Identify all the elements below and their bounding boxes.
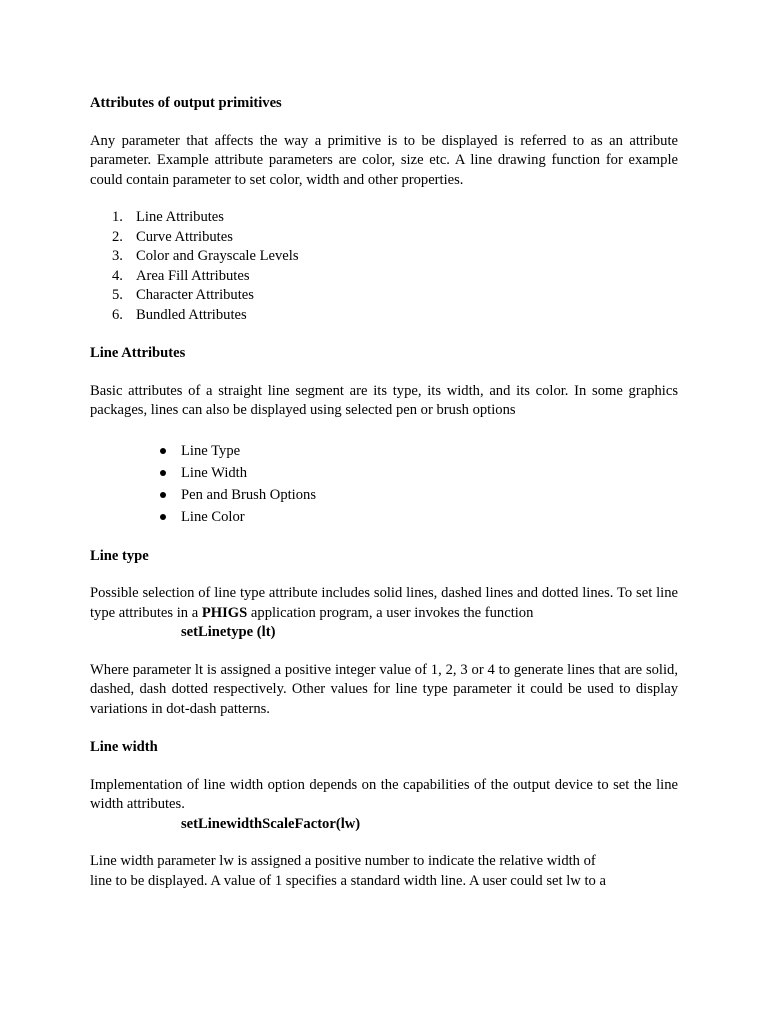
bullet-icon — [160, 448, 166, 454]
list-item: Line Color — [90, 506, 678, 528]
list-item: Line Width — [90, 462, 678, 484]
document-title: Attributes of output primitives — [90, 95, 282, 111]
list-item: 2. Curve Attributes — [112, 228, 233, 245]
function-setlinewidthscalefactor: setLinewidthScaleFactor(lw) — [181, 815, 361, 832]
section-heading-line-width: Line width — [90, 739, 158, 755]
line-attributes-paragraph: Basic attributes of a straight line segment are its type, its width, and its color. In some graphics packages, lines can also be displayed using selected pen or brush options — [90, 382, 678, 418]
bullet-icon — [160, 514, 166, 520]
list-item: Pen and Brush Options — [90, 484, 678, 506]
list-item: 3. Color and Grayscale Levels — [112, 248, 299, 264]
section-heading-line-type: Line type — [90, 547, 149, 564]
function-setlinetype: setLinetype (lt) — [181, 624, 276, 640]
intro-paragraph: Any parameter that affects the way a primitive is to be displayed is referred to as an attribute parameter. Example attribute parameters are color, size etc. A line drawing function for example could contain parameter to set color, width and other properties. — [90, 132, 678, 188]
bullet-icon — [160, 470, 166, 476]
list-item: 1. Line Attributes — [112, 209, 224, 225]
line-width-explanation-line-2: line to be displayed. A value of 1 specifies a standard width line. A user could set lw to a — [90, 872, 606, 889]
section-heading-line-attributes: Line Attributes — [90, 345, 186, 361]
line-attributes-bullets — [90, 440, 678, 528]
line-width-explanation-line-1: Line width parameter lw is assigned a positive number to indicate the relative width of — [90, 853, 596, 869]
list-item: Line Type — [90, 440, 678, 462]
document-content — [90, 94, 678, 891]
line-type-paragraph: Possible selection of line type attribute includes solid lines, dashed lines and dotted lines. To set line type attributes in a PHIGS application program, a user invokes the function — [90, 585, 678, 621]
phigs-term: PHIGS — [201, 604, 248, 621]
bullet-icon — [160, 492, 166, 498]
list-item: 4. Area Fill Attributes — [112, 267, 250, 284]
line-type-explanation: Where parameter lt is assigned a positive integer value of 1, 2, 3 or 4 to generate lines that are solid, dashed, dash dotted respectively. Other values for line type parameter it could be used to display variations in dot-dash patterns. — [90, 661, 678, 717]
line-width-paragraph: Implementation of line width option depends on the capabilities of the output device to set the line width attributes. — [90, 776, 678, 812]
attribute-list — [90, 208, 678, 325]
list-item: 5. Character Attributes — [112, 287, 254, 303]
list-item: 6. Bundled Attributes — [112, 306, 247, 323]
